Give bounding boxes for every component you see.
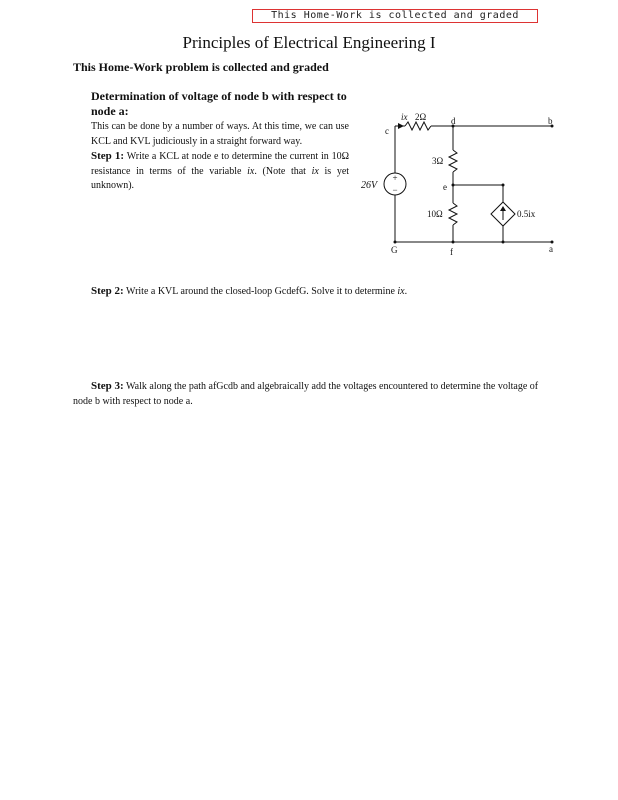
step1-var: ix xyxy=(247,165,255,177)
source-voltage-label: 26V xyxy=(361,180,378,191)
step1-var-2: ix xyxy=(311,165,319,177)
step2-label: Step 2: xyxy=(91,285,124,297)
resistor-3-label: 3Ω xyxy=(432,156,444,166)
node-a-label: a xyxy=(549,244,553,254)
node-G-label: G xyxy=(391,245,398,255)
svg-text:−: − xyxy=(392,185,398,195)
dependent-source-label: 0.5ix xyxy=(517,209,536,219)
step1-text-b: (Note that xyxy=(262,165,306,177)
node-f-label: f xyxy=(450,247,453,257)
circuit-diagram xyxy=(355,108,565,258)
resistor-10-label: 10Ω xyxy=(427,209,443,219)
section-heading: Determination of voltage of node b with respect to node a: xyxy=(91,89,347,118)
step3-paragraph xyxy=(73,379,553,409)
step1-text-c: is yet unknown). xyxy=(91,165,350,191)
intro-text: This can be done by a number of ways. At this time, we can use KCL and KVL judiciously in a straight forward way. xyxy=(91,121,349,147)
intro-paragraph: This can be done by a number of ways. At this time, we can use KCL and KVL judiciously in a straight forward way. Step 1: Write a KCL at node e to determine the current in 10Ω resistance in terms of the variable ix. (Note that ix is yet unknown). xyxy=(91,121,350,191)
step1-label: Step 1: xyxy=(91,150,125,162)
node-b-label: b xyxy=(548,116,553,126)
node-e-label: e xyxy=(443,182,447,192)
page-subtitle: This Home-Work problem is collected and graded xyxy=(73,60,329,74)
step2-var: ix xyxy=(397,286,405,297)
step3-label: Step 3: xyxy=(91,380,124,392)
node-c-label: c xyxy=(385,126,389,136)
page-title: Principles of Electrical Engineering I xyxy=(182,33,436,52)
current-ix-label: ix xyxy=(401,112,408,122)
step1-text-a: Write a KCL at node e to determine the current in 10Ω resistance in terms of the variable xyxy=(91,151,349,177)
svg-text:+: + xyxy=(392,173,398,183)
step2-text: Write a KVL around the closed-loop GcdefG. Solve it to determine xyxy=(126,286,395,297)
node-d-label: d xyxy=(451,116,456,126)
step3-text: Walk along the path afGcdb and algebraically add the voltages encountered to determine the voltage of node b with respect to node a. xyxy=(73,381,539,407)
step2-paragraph: Step 2: Write a KVL around the closed-loop GcdefG. Solve it to determine ix. xyxy=(91,285,408,297)
collected-graded-stamp: This Home-Work is collected and graded xyxy=(252,9,538,23)
resistor-2-label: 2Ω xyxy=(415,112,427,122)
